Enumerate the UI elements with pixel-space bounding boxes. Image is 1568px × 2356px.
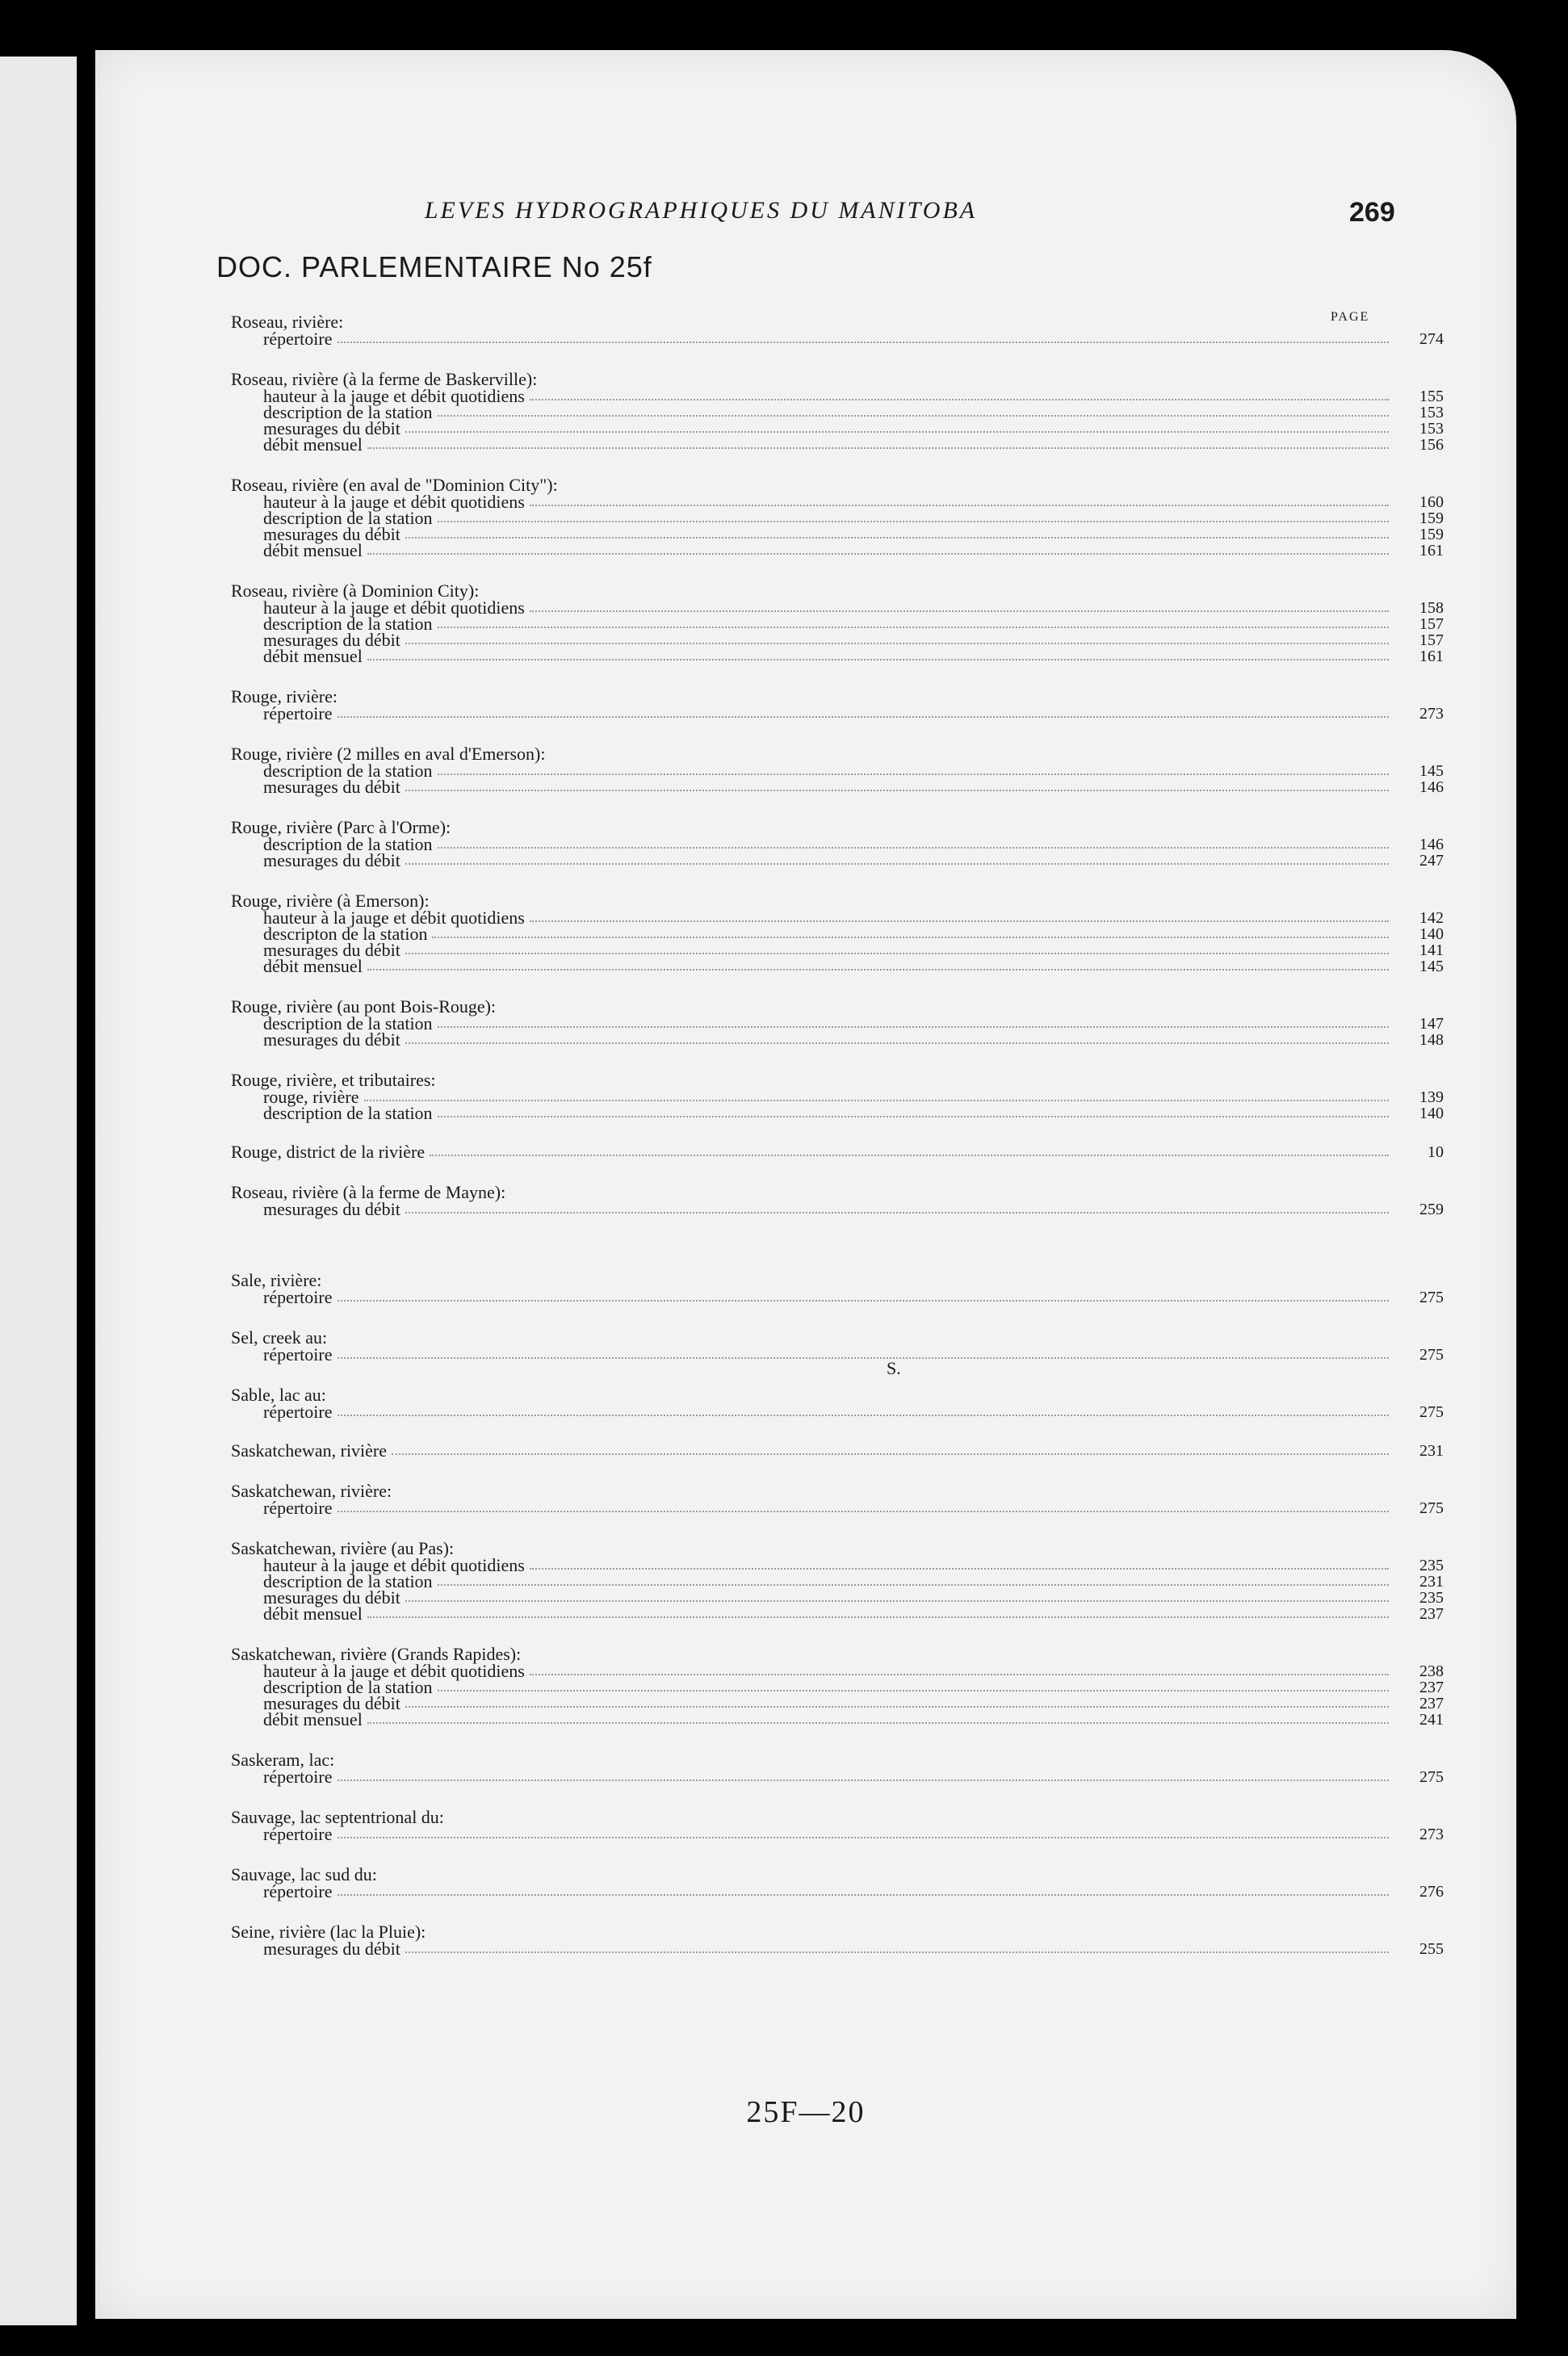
entry-heading: Roseau, rivière:	[231, 312, 344, 332]
dot-leader	[405, 1600, 1389, 1602]
dot-leader	[367, 447, 1389, 449]
entry-page-number: 159	[1419, 526, 1444, 543]
entry-label: débit mensuel	[263, 956, 363, 976]
entry-page-number: 140	[1419, 925, 1444, 943]
entry-row	[231, 1826, 1458, 1842]
entry-heading: Roseau, rivière (à la ferme de Baskerville):	[231, 369, 538, 389]
dot-leader	[337, 1837, 1390, 1838]
entry-label: hauteur à la jauge et débit quotidiens	[263, 597, 525, 618]
entry-label: répertoire	[263, 1824, 333, 1844]
entry-page-number: 237	[1419, 1605, 1444, 1623]
entry-row	[231, 1344, 1458, 1365]
entry-label: description de la station	[263, 508, 433, 528]
dot-leader	[530, 610, 1389, 612]
entry-row	[231, 836, 1458, 853]
dot-leader	[337, 342, 1390, 343]
entry-page-number: 139	[1419, 1088, 1444, 1106]
entry-page-number: 235	[1419, 1557, 1444, 1574]
dot-leader	[337, 1357, 1390, 1359]
entry-page-number: 155	[1419, 388, 1444, 405]
dot-leader	[438, 1584, 1389, 1586]
entry-page-number: 148	[1419, 1031, 1444, 1049]
entry-heading: Saskatchewan, rivière:	[231, 1481, 392, 1501]
entry-row	[231, 1013, 1458, 1033]
entry-label: répertoire	[263, 1881, 333, 1901]
entry-page-number: 276	[1419, 1883, 1444, 1901]
dot-leader	[405, 953, 1389, 954]
index-entry	[231, 1645, 1458, 1728]
index-entry	[231, 1808, 1458, 1842]
entry-label: description de la station	[263, 1677, 433, 1697]
dot-leader	[367, 969, 1389, 970]
dot-leader	[337, 1415, 1390, 1416]
entry-row	[231, 1587, 1458, 1608]
page-column-label: PAGE	[1331, 310, 1370, 324]
index-entry	[231, 1440, 1458, 1461]
entry-heading: Saskatchewan, rivière (au Pas):	[231, 1538, 455, 1558]
entry-label: mesurages du débit	[263, 777, 400, 797]
index-entry	[231, 1865, 1458, 1900]
entry-label: répertoire	[263, 1498, 333, 1518]
entry-label: mesurages du débit	[263, 940, 400, 960]
entry-page-number: 142	[1419, 909, 1444, 927]
entry-label: description de la station	[263, 402, 433, 422]
entry-row	[231, 1029, 1458, 1050]
entry-label: débit mensuel	[263, 434, 363, 455]
entry-row	[231, 958, 1458, 975]
dot-leader	[432, 937, 1389, 938]
entry-heading: Rouge, rivière, et tributaires:	[231, 1070, 436, 1090]
entry-label: hauteur à la jauge et débit quotidiens	[263, 386, 525, 406]
entry-label: mesurages du débit	[263, 1939, 400, 1959]
entry-page-number: 153	[1419, 404, 1444, 421]
entry-label: Rouge, district de la rivière	[231, 1142, 426, 1162]
dot-leader	[438, 1690, 1389, 1692]
dot-leader	[337, 1780, 1390, 1781]
index-entry	[231, 1386, 1458, 1420]
entry-row	[231, 402, 1458, 422]
entry-page-number: 273	[1419, 705, 1444, 723]
dot-leader	[405, 1212, 1389, 1214]
entry-label: description de la station	[263, 834, 433, 854]
entry-label: description de la station	[263, 1571, 433, 1591]
entry-label: débit mensuel	[263, 1709, 363, 1729]
entry-page-number: 275	[1419, 1346, 1444, 1364]
dot-leader	[405, 643, 1389, 644]
entry-page-number: 275	[1419, 1499, 1444, 1517]
entry-row	[231, 942, 1458, 958]
entry-row	[231, 648, 1458, 664]
entry-heading: Sauvage, lac sud du:	[231, 1864, 377, 1884]
entry-page-number: 247	[1419, 852, 1444, 870]
entry-page-number: 237	[1419, 1695, 1444, 1713]
entry-row	[231, 526, 1458, 543]
index-entry	[231, 1183, 1458, 1218]
entry-row	[231, 1769, 1458, 1785]
entry-page-number: 235	[1419, 1589, 1444, 1607]
entry-page-number: 145	[1419, 958, 1444, 975]
entry-page-number: 274	[1419, 330, 1444, 348]
entry-row	[231, 616, 1458, 632]
dot-leader	[530, 1674, 1389, 1675]
entry-label: rouge, rivière	[263, 1087, 359, 1107]
dot-leader	[392, 1453, 1389, 1455]
entry-heading: Saskeram, lac:	[231, 1750, 335, 1770]
entry-row	[231, 331, 1458, 347]
entry-page-number: 159	[1419, 509, 1444, 527]
dot-leader	[530, 505, 1389, 506]
running-title: LEVES HYDROGRAPHIQUES DU MANITOBA	[424, 197, 978, 224]
entry-page-number: 156	[1419, 436, 1444, 454]
entry-row	[231, 1881, 1458, 1901]
entry-row	[231, 703, 1458, 723]
dot-leader	[438, 521, 1389, 522]
entry-row	[231, 1404, 1458, 1420]
entry-page-number: 141	[1419, 941, 1444, 959]
document-page	[95, 50, 1516, 2319]
entry-label: mesurages du débit	[263, 1199, 400, 1219]
entry-row	[231, 779, 1458, 795]
entry-heading: Rouge, rivière (au pont Bois-Rouge):	[231, 996, 497, 1017]
dot-leader	[367, 1722, 1389, 1724]
entry-label: description de la station	[263, 761, 433, 781]
entry-label: débit mensuel	[263, 1604, 363, 1624]
entry-page-number: 273	[1419, 1826, 1444, 1843]
entry-label: description de la station	[263, 1013, 433, 1033]
entry-page-number: 146	[1419, 778, 1444, 796]
entry-row	[231, 1571, 1458, 1591]
entry-page-number: 10	[1428, 1143, 1444, 1161]
entry-page-number: 146	[1419, 836, 1444, 853]
dot-leader	[367, 1616, 1389, 1618]
doc-header: DOC. PARLEMENTAIRE No 25f	[216, 250, 652, 283]
page-number: 269	[1349, 197, 1395, 228]
index-list	[231, 312, 1458, 1980]
entry-row	[231, 1144, 1458, 1160]
entry-row	[231, 434, 1458, 455]
dot-leader	[367, 553, 1389, 555]
entry-label: répertoire	[263, 1344, 333, 1365]
index-entry	[231, 1539, 1458, 1622]
entry-row	[231, 763, 1458, 779]
entry-row	[231, 1693, 1458, 1713]
entry-label: description de la station	[263, 614, 433, 634]
dot-leader	[337, 1300, 1390, 1302]
entry-label: répertoire	[263, 1402, 333, 1422]
entry-label: mesurages du débit	[263, 1587, 400, 1608]
index-entry	[231, 1144, 1458, 1160]
entry-heading: Seine, rivière (lac la Pluie):	[231, 1922, 426, 1942]
entry-heading: Rouge, rivière (2 milles en aval d'Emerson):	[231, 744, 546, 764]
dot-leader	[337, 1511, 1390, 1512]
entry-heading: Rouge, rivière (à Emerson):	[231, 891, 430, 911]
dot-leader	[405, 537, 1389, 539]
dot-leader	[405, 1951, 1389, 1953]
dot-leader	[337, 1894, 1390, 1896]
entry-row	[231, 1440, 1458, 1461]
dot-leader	[438, 627, 1389, 628]
index-entry	[231, 476, 1458, 559]
entry-page-number: 157	[1419, 615, 1444, 633]
entry-row	[231, 926, 1458, 942]
index-entry	[231, 1922, 1458, 1957]
entry-label: répertoire	[263, 703, 333, 723]
index-entry	[231, 370, 1458, 453]
entry-label: Saskatchewan, rivière	[231, 1440, 388, 1461]
dot-leader	[405, 790, 1389, 791]
entry-row	[231, 632, 1458, 648]
section-letter: S.	[887, 1358, 901, 1378]
entry-heading: Sale, rivière:	[231, 1270, 322, 1290]
dot-leader	[438, 1116, 1389, 1117]
entry-row	[231, 850, 1458, 870]
entry-label: hauteur à la jauge et débit quotidiens	[263, 908, 525, 928]
entry-page-number: 275	[1419, 1403, 1444, 1421]
entry-page-number: 145	[1419, 762, 1444, 780]
entry-label: hauteur à la jauge et débit quotidiens	[263, 1661, 525, 1681]
index-entry	[231, 1271, 1458, 1306]
entry-heading: Sauvage, lac septentrional du:	[231, 1807, 444, 1827]
index-entry	[231, 744, 1458, 795]
dot-leader	[438, 847, 1389, 849]
entry-page-number: 231	[1419, 1442, 1444, 1460]
entry-heading: Roseau, rivière (à Dominion City):	[231, 581, 480, 601]
entry-row	[231, 418, 1458, 438]
entry-page-number: 275	[1419, 1768, 1444, 1786]
entry-label: répertoire	[263, 1287, 333, 1307]
entry-page-number: 241	[1419, 1711, 1444, 1729]
entry-page-number: 259	[1419, 1201, 1444, 1218]
entry-row	[231, 1709, 1458, 1729]
dot-leader	[430, 1155, 1389, 1156]
dot-leader	[405, 863, 1389, 865]
index-entry	[231, 687, 1458, 722]
entry-label: mesurages du débit	[263, 418, 400, 438]
entry-label: description de la station	[263, 1103, 433, 1123]
entry-row	[231, 1500, 1458, 1516]
entry-page-number: 161	[1419, 542, 1444, 560]
entry-page-number: 160	[1419, 493, 1444, 511]
index-entry	[231, 818, 1458, 869]
dot-leader	[367, 659, 1389, 660]
entry-page-number: 157	[1419, 631, 1444, 649]
entry-page-number: 231	[1419, 1573, 1444, 1591]
index-entry	[231, 1750, 1458, 1785]
dot-leader	[530, 399, 1389, 400]
entry-label: mesurages du débit	[263, 1693, 400, 1713]
dot-leader	[405, 1042, 1389, 1044]
entry-row	[231, 1289, 1458, 1306]
entry-page-number: 238	[1419, 1662, 1444, 1680]
dot-leader	[405, 1706, 1389, 1708]
entry-row	[231, 1105, 1458, 1121]
entry-row	[231, 1679, 1458, 1696]
entry-heading: Rouge, rivière:	[231, 686, 337, 706]
dot-leader	[337, 716, 1390, 718]
entry-heading: Roseau, rivière (à la ferme de Mayne):	[231, 1182, 506, 1202]
entry-label: répertoire	[263, 329, 333, 349]
dot-leader	[364, 1100, 1390, 1101]
entry-label: débit mensuel	[263, 646, 363, 666]
dot-leader	[530, 1568, 1389, 1570]
entry-row	[231, 1201, 1458, 1218]
entry-page-number: 161	[1419, 648, 1444, 665]
entry-row	[231, 1941, 1458, 1957]
entry-label: débit mensuel	[263, 540, 363, 560]
index-entry	[231, 1328, 1458, 1363]
entry-heading: Saskatchewan, rivière (Grands Rapides):	[231, 1644, 522, 1664]
index-entry	[231, 1482, 1458, 1516]
dot-leader	[438, 415, 1389, 417]
entry-page-number: 153	[1419, 420, 1444, 438]
entry-heading: Sable, lac au:	[231, 1385, 326, 1405]
entry-label: mesurages du débit	[263, 524, 400, 544]
entry-page-number: 147	[1419, 1015, 1444, 1033]
entry-label: mesurages du débit	[263, 1029, 400, 1050]
index-entry	[231, 891, 1458, 975]
entry-row	[231, 1606, 1458, 1622]
entry-page-number: 275	[1419, 1289, 1444, 1306]
entry-label: mesurages du débit	[263, 630, 400, 650]
entry-heading: Rouge, rivière (Parc à l'Orme):	[231, 817, 451, 837]
index-entry	[231, 581, 1458, 664]
entry-row	[231, 540, 1458, 560]
dot-leader	[438, 773, 1389, 775]
entry-label: hauteur à la jauge et débit quotidiens	[263, 1555, 525, 1575]
entry-page-number: 140	[1419, 1105, 1444, 1122]
entry-label: répertoire	[263, 1767, 333, 1787]
entry-heading: Roseau, rivière (en aval de "Dominion City"):	[231, 475, 558, 495]
dot-leader	[438, 1026, 1389, 1028]
index-entry	[231, 1071, 1458, 1121]
dot-leader	[530, 920, 1389, 922]
dot-leader	[405, 431, 1389, 433]
entry-row	[231, 510, 1458, 526]
entry-label: descripton de la station	[263, 924, 428, 944]
entry-label: mesurages du débit	[263, 850, 400, 870]
index-entry	[231, 997, 1458, 1048]
entry-page-number: 255	[1419, 1940, 1444, 1958]
entry-page-number: 237	[1419, 1679, 1444, 1696]
index-entry	[231, 312, 1458, 347]
entry-page-number: 158	[1419, 599, 1444, 617]
previous-page-edge	[0, 57, 77, 2325]
entry-label: hauteur à la jauge et débit quotidiens	[263, 492, 525, 512]
page-footer: 25F—20	[746, 2095, 866, 2129]
entry-heading: Sel, creek au:	[231, 1327, 328, 1348]
